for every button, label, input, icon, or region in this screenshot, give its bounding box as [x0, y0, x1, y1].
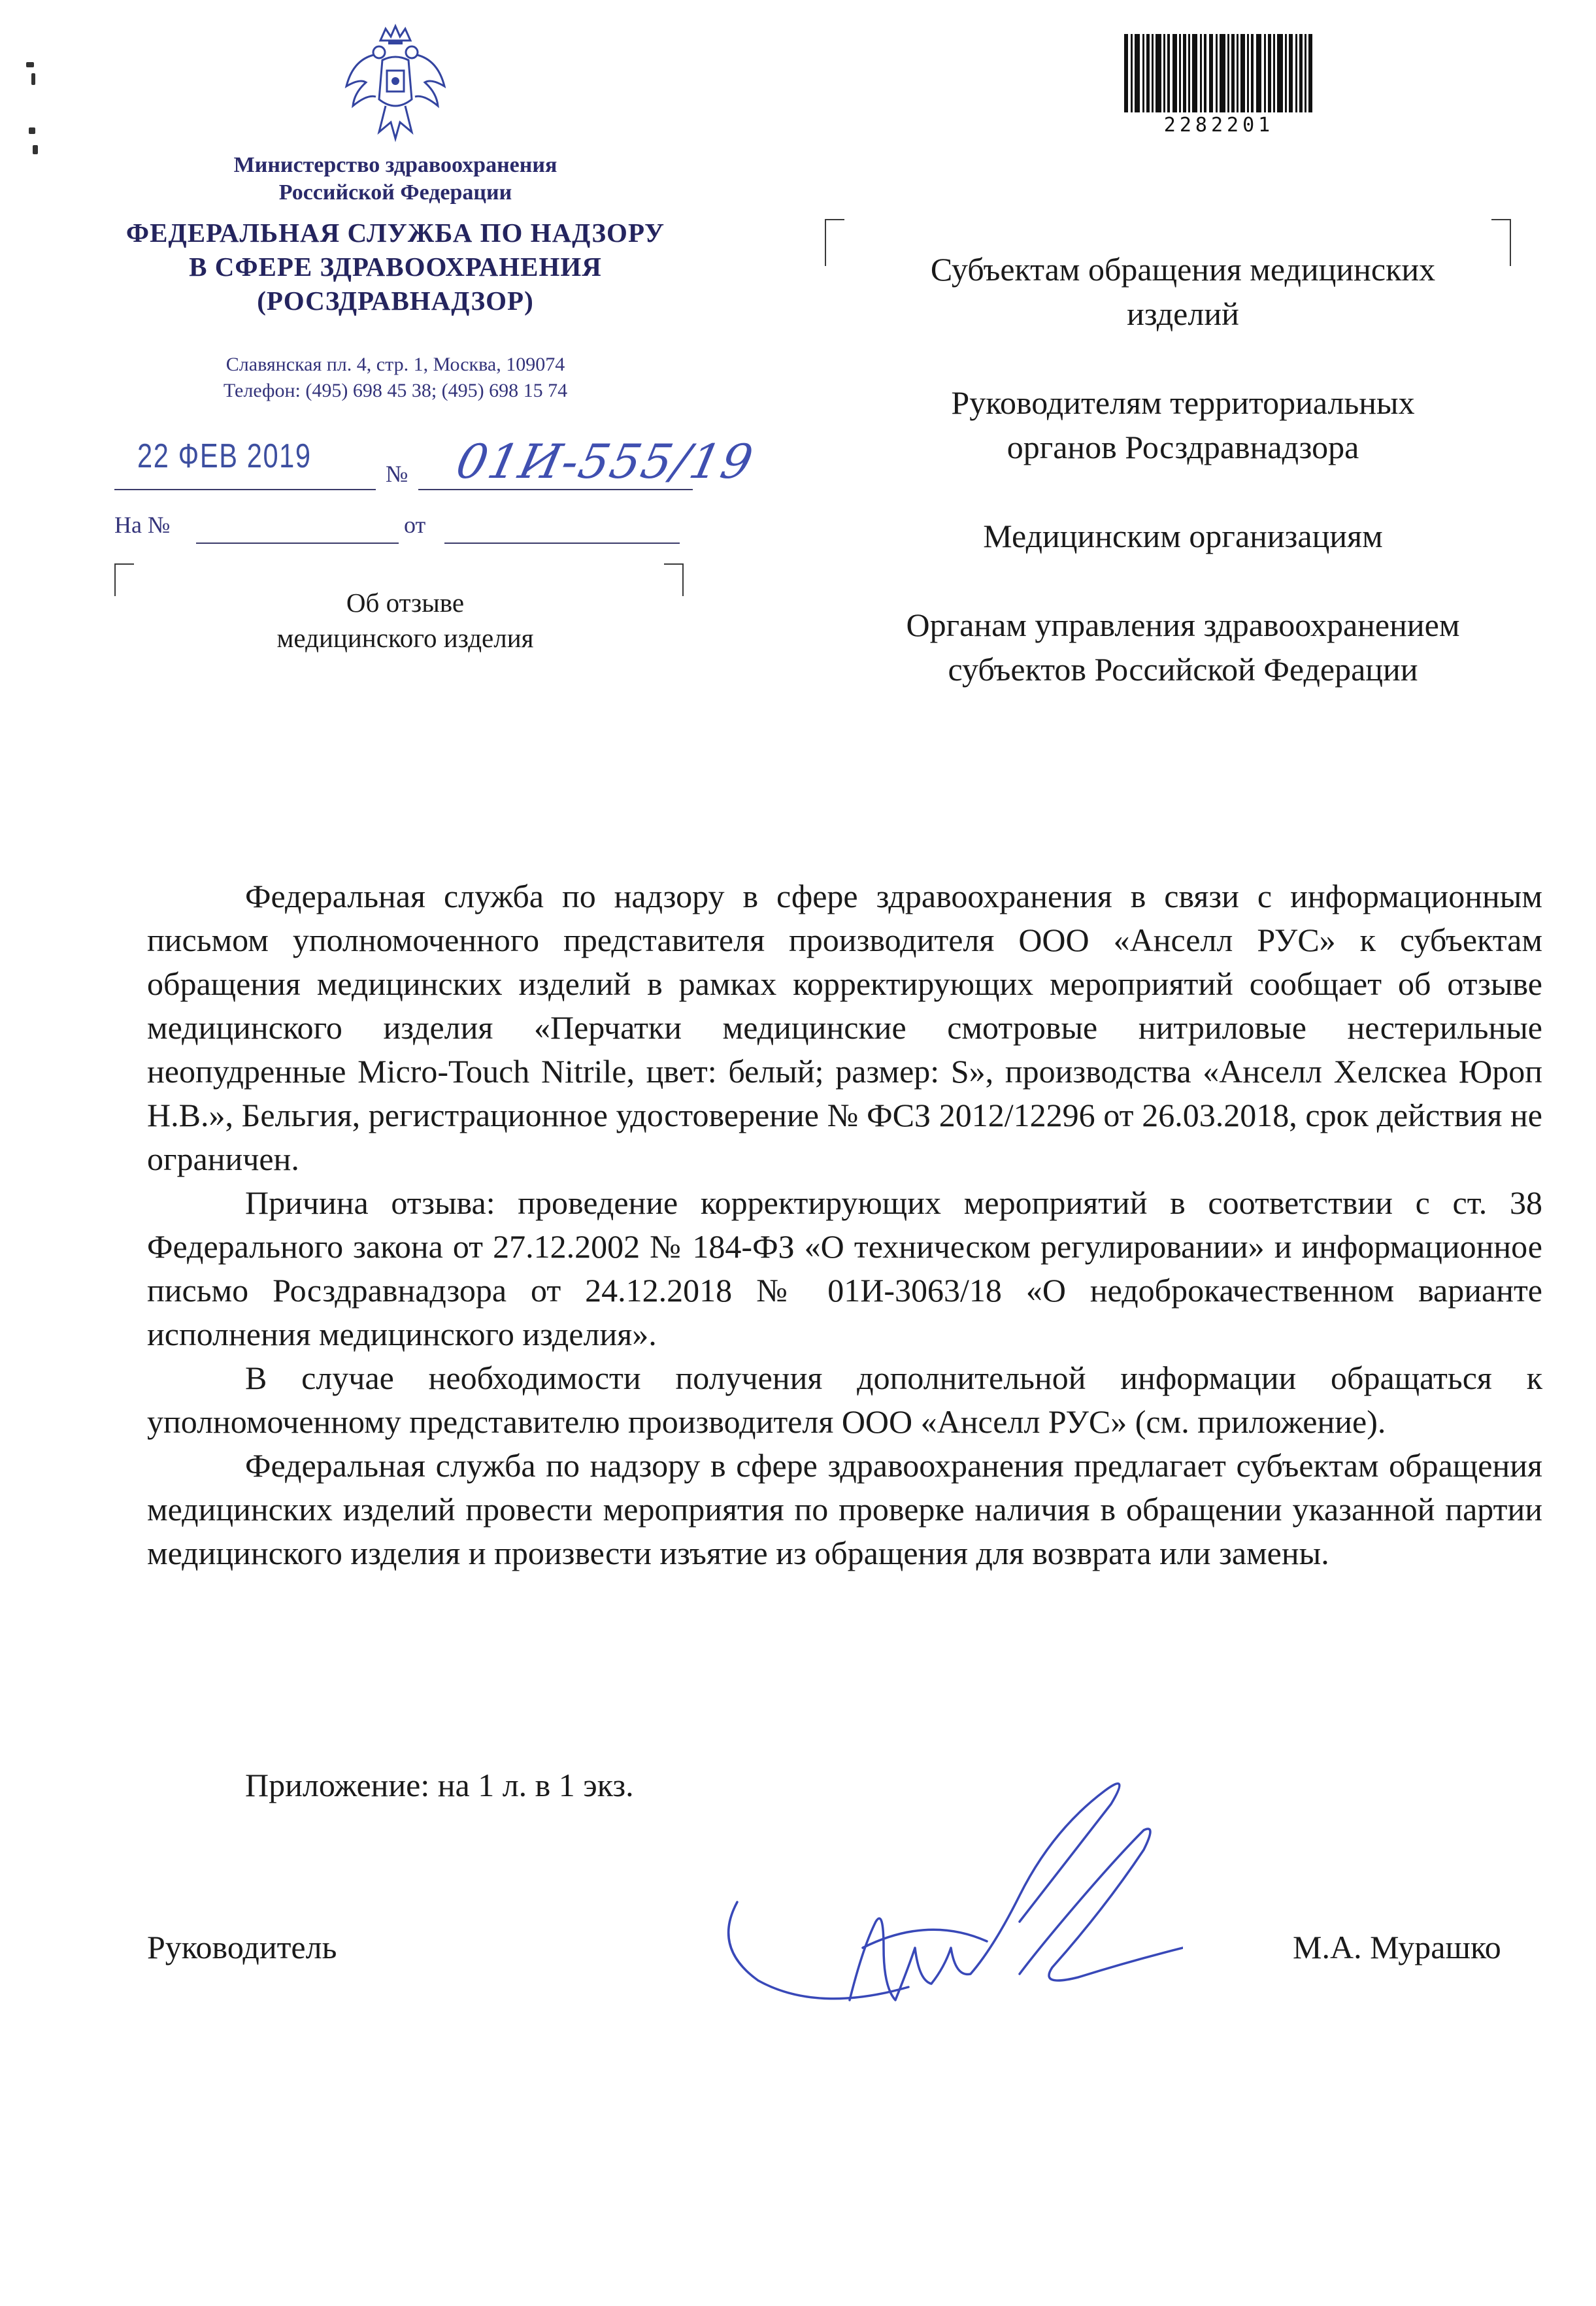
body-paragraph: Причина отзыва: проведение корректирующих мероприятий в соответствии с ст. 38 Федерального закона от 27.12.2002 № 184-ФЗ «О техническом регулировании» и информационное письмо Росздравнадзора от 24.12.2018 № 01И-3063/18 «О недоброкачественном варианте исполнения медицинского изделия». [147, 1184, 1542, 1352]
addressee-corner-left [825, 219, 844, 266]
addressee: Руководителям территориальных органов Росздравнадзора [951, 384, 1415, 465]
subject-line-1: Об отзыве [346, 588, 465, 618]
reply-from-label: от [404, 512, 426, 538]
registration-number: 01И-555/19 [452, 434, 759, 489]
number-label: № [386, 461, 408, 487]
scan-speck [29, 127, 35, 134]
double-headed-eagle-icon [340, 14, 451, 145]
handwritten-signature [712, 1752, 1183, 2026]
letter-body [147, 875, 1542, 1575]
service-line-1: ФЕДЕРАЛЬНАЯ СЛУЖБА ПО НАДЗОРУ [125, 218, 665, 248]
subject-line-2: медицинского изделия [276, 623, 534, 653]
barcode [1124, 34, 1314, 122]
body-paragraph: Федеральная служба по надзору в сфере здравоохранения в связи с информационным письмом уполномоченного представителя производителя ООО «Анселл РУС» к субъектам обращения медицинских изделий в рамках корректирующих мероприятий сообщает об отзыве медицинского изделия «Перчатки медицинские смотровые нитриловые нестерильные неопудренные Micro-Touch Nitrile, цвет: белый; размер: S», производства «Анселл Хелскеа Юроп Н.В.», Бельгия, регистрационное удостоверение № ФСЗ 2012/12296 от 26.03.2018, срок действия не ограничен. [147, 878, 1542, 1177]
reply-to-label: На № [114, 512, 171, 538]
address-line-1: Славянская пл. 4, стр. 1, Москва, 109074 [225, 354, 565, 375]
subject-title [242, 585, 569, 656]
body-paragraph: В случае необходимости получения дополнительной информации обращаться к уполномоченному представителю производителя ООО «Анселл РУС» (см. приложение). [147, 1360, 1542, 1440]
ministry-line-2: Российской Федерации [278, 180, 512, 205]
addressee-corner-right [1491, 219, 1511, 266]
service-line-3: (РОСЗДРАВНАДЗОР) [257, 286, 534, 316]
addressee-block [902, 247, 1464, 692]
addressee: Субъектам обращения медицинских изделий [930, 251, 1436, 332]
address-line-2: Телефон: (495) 698 45 38; (495) 698 15 74 [223, 380, 568, 401]
scan-speck [26, 62, 34, 67]
ministry-line-1: Министерство здравоохранения [233, 153, 557, 177]
service-address [98, 352, 693, 404]
signer-name: М.А. Мурашко [1293, 1929, 1501, 1965]
service-line-2: В СФЕРЕ ЗДРАВООХРАНЕНИЯ [189, 252, 602, 282]
reply-to-underline [196, 543, 399, 544]
date-underline [114, 489, 376, 490]
subject-corner-left [114, 563, 134, 596]
reply-from-underline [444, 543, 680, 544]
attachment-note: Приложение: на 1 л. в 1 экз. [245, 1767, 634, 1803]
ministry-name [98, 152, 693, 207]
scan-speck [31, 73, 35, 85]
registration-date-stamp: 22 ФЕВ 2019 [137, 437, 312, 475]
addressee: Органам управления здравоохранением субъектов Российской Федерации [906, 607, 1460, 688]
body-paragraph: Федеральная служба по надзору в сфере здравоохранения предлагает субъектам обращения медицинских изделий провести мероприятия по проверке наличия в обращении указанной партии медицинского изделия и произвести изъятие из обращения для возврата или замены. [147, 1447, 1542, 1571]
subject-corner-right [664, 563, 684, 596]
barcode-number: 2282201 [1163, 114, 1274, 137]
addressee: Медицинским организациям [983, 518, 1383, 554]
signer-role: Руководитель [147, 1929, 337, 1965]
service-name [98, 216, 693, 318]
number-underline [418, 489, 693, 490]
scan-speck [33, 145, 38, 154]
